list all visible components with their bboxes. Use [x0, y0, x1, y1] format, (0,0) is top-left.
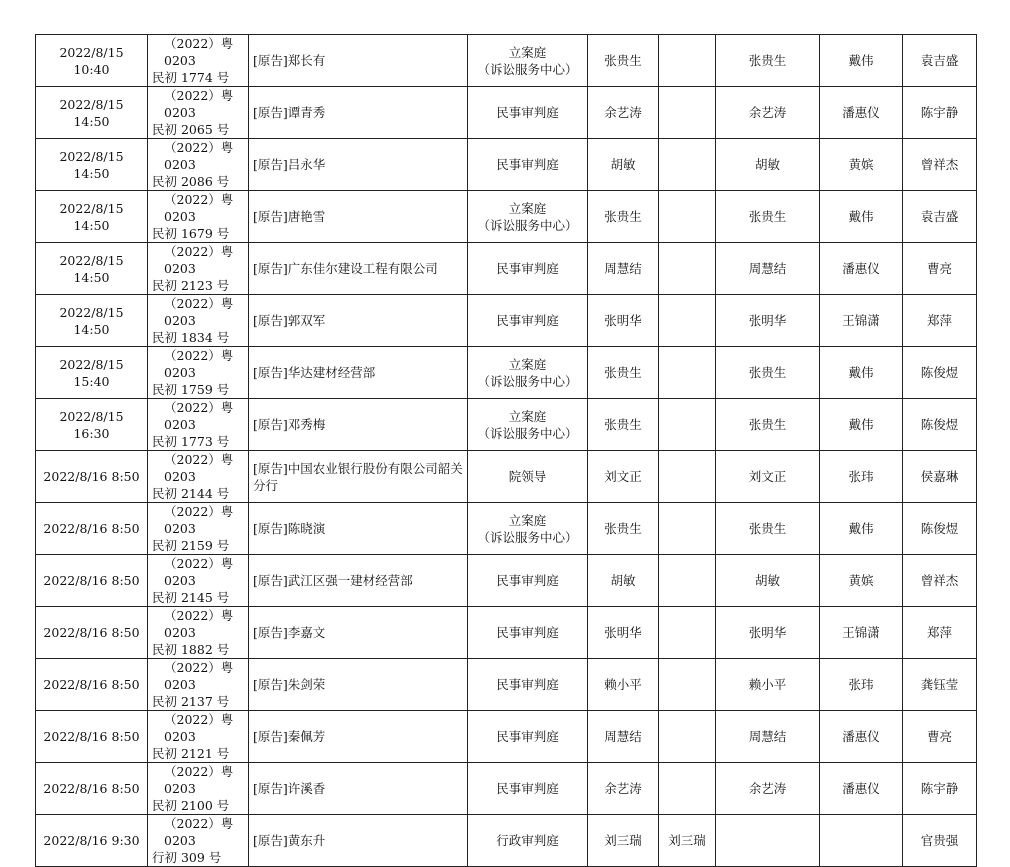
table-row — [36, 763, 977, 815]
table-row — [36, 347, 977, 399]
associate-judge — [659, 35, 716, 87]
clerk-name: 黄嫔 — [820, 139, 903, 191]
table-row — [36, 711, 977, 763]
hearing-time: 2022/8/15 14:50 — [36, 87, 148, 139]
party-name: [原告]唐艳雪 — [249, 191, 468, 243]
case-number-suffix: 民初 2159 号 — [152, 538, 230, 553]
party-name: [原告]邓秀梅 — [249, 399, 468, 451]
presiding-judge: 刘文正 — [716, 451, 820, 503]
clerk-name: 戴伟 — [820, 347, 903, 399]
case-number-suffix: 民初 2121 号 — [152, 746, 230, 761]
case-number-prefix: （2022）粤 0203 — [164, 36, 234, 68]
hearing-time: 2022/8/15 15:40 — [36, 347, 148, 399]
clerk-name: 戴伟 — [820, 191, 903, 243]
case-number-prefix: （2022）粤 0203 — [164, 244, 234, 276]
clerk-name: 黄嫔 — [820, 555, 903, 607]
case-number-prefix: （2022）粤 0203 — [164, 712, 234, 744]
member-name: 袁吉盛 — [903, 191, 977, 243]
party-name: [原告]黄东升 — [249, 815, 468, 867]
department-subname: （诉讼服务中心） — [477, 529, 578, 545]
hearing-time: 2022/8/16 8:50 — [36, 607, 148, 659]
judge-name: 张贵生 — [588, 399, 659, 451]
case-number-prefix: （2022）粤 0203 — [164, 400, 234, 432]
case-number — [148, 763, 249, 815]
case-number-suffix: 民初 2100 号 — [152, 798, 230, 813]
department — [468, 815, 588, 867]
hearing-time: 2022/8/15 16:30 — [36, 399, 148, 451]
department-name: 民事审判庭 — [496, 677, 559, 692]
member-name: 陈俊煜 — [903, 399, 977, 451]
case-number-prefix: （2022）粤 0203 — [164, 764, 234, 796]
judge-name: 张贵生 — [588, 503, 659, 555]
associate-judge — [659, 399, 716, 451]
party-name: [原告]广东佳尔建设工程有限公司 — [249, 243, 468, 295]
presiding-judge: 张明华 — [716, 295, 820, 347]
table-row — [36, 607, 977, 659]
presiding-judge — [716, 815, 820, 867]
judge-name: 胡敏 — [588, 139, 659, 191]
department-name: 民事审判庭 — [496, 313, 559, 328]
member-name: 陈俊煜 — [903, 503, 977, 555]
party-name: [原告]许溪香 — [249, 763, 468, 815]
case-number-prefix: （2022）粤 0203 — [164, 348, 234, 380]
case-number-suffix: 民初 1834 号 — [152, 330, 230, 345]
clerk-name: 戴伟 — [820, 399, 903, 451]
party-name: [原告]郑长有 — [249, 35, 468, 87]
department-name: 院领导 — [508, 469, 547, 484]
member-name: 陈俊煜 — [903, 347, 977, 399]
judge-name: 余艺涛 — [588, 763, 659, 815]
hearing-time: 2022/8/16 8:50 — [36, 451, 148, 503]
case-number — [148, 503, 249, 555]
department — [468, 763, 588, 815]
case-number-suffix: 民初 2065 号 — [152, 122, 230, 137]
member-name: 曹亮 — [903, 711, 977, 763]
clerk-name: 王锦潇 — [820, 295, 903, 347]
table-row — [36, 139, 977, 191]
department-name: 民事审判庭 — [496, 573, 559, 588]
presiding-judge: 张明华 — [716, 607, 820, 659]
department — [468, 451, 588, 503]
case-number-prefix: （2022）粤 0203 — [164, 140, 234, 172]
case-number-suffix: 行初 309 号 — [152, 850, 222, 865]
case-number-prefix: （2022）粤 0203 — [164, 296, 234, 328]
case-number — [148, 347, 249, 399]
case-number — [148, 607, 249, 659]
judge-name: 张明华 — [588, 607, 659, 659]
hearing-time: 2022/8/16 8:50 — [36, 659, 148, 711]
party-name: [原告]华达建材经营部 — [249, 347, 468, 399]
associate-judge — [659, 711, 716, 763]
hearing-time: 2022/8/15 14:50 — [36, 243, 148, 295]
table-row — [36, 399, 977, 451]
judge-name: 余艺涛 — [588, 87, 659, 139]
case-number-prefix: （2022）粤 0203 — [164, 816, 234, 848]
department-name: 民事审判庭 — [496, 625, 559, 640]
clerk-name: 王锦潇 — [820, 607, 903, 659]
presiding-judge: 张贵生 — [716, 503, 820, 555]
department — [468, 347, 588, 399]
department — [468, 243, 588, 295]
clerk-name: 潘惠仪 — [820, 87, 903, 139]
case-number-suffix: 民初 2145 号 — [152, 590, 230, 605]
department — [468, 711, 588, 763]
department — [468, 399, 588, 451]
department — [468, 295, 588, 347]
member-name: 曾祥杰 — [903, 555, 977, 607]
party-name: [原告]吕永华 — [249, 139, 468, 191]
case-number — [148, 295, 249, 347]
department-name: 民事审判庭 — [496, 105, 559, 120]
clerk-name: 潘惠仪 — [820, 711, 903, 763]
judge-name: 刘三瑞 — [588, 815, 659, 867]
clerk-name: 戴伟 — [820, 35, 903, 87]
member-name: 曾祥杰 — [903, 139, 977, 191]
party-name: [原告]陈晓演 — [249, 503, 468, 555]
presiding-judge: 余艺涛 — [716, 87, 820, 139]
associate-judge — [659, 243, 716, 295]
table-row — [36, 815, 977, 867]
associate-judge — [659, 659, 716, 711]
judge-name: 赖小平 — [588, 659, 659, 711]
case-number-suffix: 民初 1773 号 — [152, 434, 230, 449]
associate-judge — [659, 451, 716, 503]
case-number — [148, 191, 249, 243]
hearing-time: 2022/8/16 8:50 — [36, 555, 148, 607]
member-name: 官贵强 — [903, 815, 977, 867]
party-name: [原告]朱剑荣 — [249, 659, 468, 711]
associate-judge — [659, 87, 716, 139]
party-name: [原告]谭青秀 — [249, 87, 468, 139]
table-row — [36, 243, 977, 295]
clerk-name: 张玮 — [820, 659, 903, 711]
hearing-time: 2022/8/15 14:50 — [36, 295, 148, 347]
case-number — [148, 555, 249, 607]
associate-judge: 刘三瑞 — [659, 815, 716, 867]
associate-judge — [659, 555, 716, 607]
presiding-judge: 胡敏 — [716, 139, 820, 191]
presiding-judge: 周慧结 — [716, 243, 820, 295]
department — [468, 35, 588, 87]
table-row — [36, 503, 977, 555]
associate-judge — [659, 191, 716, 243]
case-number-prefix: （2022）粤 0203 — [164, 504, 234, 536]
hearing-time: 2022/8/15 14:50 — [36, 191, 148, 243]
table-row — [36, 295, 977, 347]
case-number — [148, 815, 249, 867]
case-number — [148, 243, 249, 295]
presiding-judge: 张贵生 — [716, 347, 820, 399]
case-number-suffix: 民初 1882 号 — [152, 642, 230, 657]
table-row — [36, 87, 977, 139]
hearing-schedule-table — [35, 34, 977, 867]
hearing-time: 2022/8/15 14:50 — [36, 139, 148, 191]
hearing-time: 2022/8/15 10:40 — [36, 35, 148, 87]
case-number — [148, 659, 249, 711]
case-number — [148, 87, 249, 139]
judge-name: 张贵生 — [588, 347, 659, 399]
case-number-prefix: （2022）粤 0203 — [164, 556, 234, 588]
party-name: [原告]中国农业银行股份有限公司韶关分行 — [249, 451, 468, 503]
department-name: 民事审判庭 — [496, 729, 559, 744]
department-subname: （诉讼服务中心） — [477, 61, 578, 77]
judge-name: 周慧结 — [588, 711, 659, 763]
case-number-prefix: （2022）粤 0203 — [164, 660, 234, 692]
department-subname: （诉讼服务中心） — [477, 373, 578, 389]
case-number-prefix: （2022）粤 0203 — [164, 192, 234, 224]
clerk-name: 潘惠仪 — [820, 243, 903, 295]
department — [468, 607, 588, 659]
member-name: 龚钰莹 — [903, 659, 977, 711]
table-row — [36, 555, 977, 607]
presiding-judge: 赖小平 — [716, 659, 820, 711]
associate-judge — [659, 347, 716, 399]
case-number-prefix: （2022）粤 0203 — [164, 608, 234, 640]
associate-judge — [659, 503, 716, 555]
clerk-name: 张玮 — [820, 451, 903, 503]
party-name: [原告]李嘉文 — [249, 607, 468, 659]
member-name: 侯嘉琳 — [903, 451, 977, 503]
table-row — [36, 659, 977, 711]
department — [468, 87, 588, 139]
department-name: 立案庭 — [508, 200, 547, 216]
department — [468, 139, 588, 191]
hearing-time: 2022/8/16 8:50 — [36, 711, 148, 763]
case-number — [148, 35, 249, 87]
case-number-suffix: 民初 1774 号 — [152, 70, 230, 85]
presiding-judge: 张贵生 — [716, 399, 820, 451]
member-name: 郑萍 — [903, 295, 977, 347]
case-number-suffix: 民初 2123 号 — [152, 278, 230, 293]
case-number-suffix: 民初 2086 号 — [152, 174, 230, 189]
table-row — [36, 191, 977, 243]
case-number — [148, 139, 249, 191]
member-name: 陈宇静 — [903, 87, 977, 139]
table-row — [36, 35, 977, 87]
associate-judge — [659, 763, 716, 815]
presiding-judge: 余艺涛 — [716, 763, 820, 815]
associate-judge — [659, 139, 716, 191]
judge-name: 刘文正 — [588, 451, 659, 503]
presiding-judge: 张贵生 — [716, 35, 820, 87]
department-name: 立案庭 — [508, 408, 547, 424]
clerk-name: 戴伟 — [820, 503, 903, 555]
party-name: [原告]武江区强一建材经营部 — [249, 555, 468, 607]
judge-name: 张明华 — [588, 295, 659, 347]
department-name: 立案庭 — [508, 356, 547, 372]
department-name: 行政审判庭 — [496, 833, 559, 848]
member-name: 郑萍 — [903, 607, 977, 659]
party-name: [原告]秦佩芳 — [249, 711, 468, 763]
department-name: 立案庭 — [508, 44, 547, 60]
presiding-judge: 周慧结 — [716, 711, 820, 763]
department — [468, 503, 588, 555]
presiding-judge: 胡敏 — [716, 555, 820, 607]
clerk-name — [820, 815, 903, 867]
case-number — [148, 711, 249, 763]
clerk-name: 潘惠仪 — [820, 763, 903, 815]
case-number-suffix: 民初 1679 号 — [152, 226, 230, 241]
hearing-time: 2022/8/16 9:30 — [36, 815, 148, 867]
department — [468, 191, 588, 243]
judge-name: 张贵生 — [588, 35, 659, 87]
department-name: 民事审判庭 — [496, 261, 559, 276]
schedule-rows — [36, 35, 977, 867]
department-subname: （诉讼服务中心） — [477, 217, 578, 233]
judge-name: 胡敏 — [588, 555, 659, 607]
case-number-prefix: （2022）粤 0203 — [164, 88, 234, 120]
department-subname: （诉讼服务中心） — [477, 425, 578, 441]
case-number — [148, 399, 249, 451]
case-number-prefix: （2022）粤 0203 — [164, 452, 234, 484]
hearing-time: 2022/8/16 8:50 — [36, 503, 148, 555]
associate-judge — [659, 295, 716, 347]
department-name: 立案庭 — [508, 512, 547, 528]
case-number-suffix: 民初 1759 号 — [152, 382, 230, 397]
member-name: 袁吉盛 — [903, 35, 977, 87]
judge-name: 周慧结 — [588, 243, 659, 295]
associate-judge — [659, 607, 716, 659]
judge-name: 张贵生 — [588, 191, 659, 243]
department-name: 民事审判庭 — [496, 157, 559, 172]
hearing-time: 2022/8/16 8:50 — [36, 763, 148, 815]
case-number-suffix: 民初 2137 号 — [152, 694, 230, 709]
member-name: 曹亮 — [903, 243, 977, 295]
member-name: 陈宇静 — [903, 763, 977, 815]
department — [468, 555, 588, 607]
department-name: 民事审判庭 — [496, 781, 559, 796]
department — [468, 659, 588, 711]
table-row — [36, 451, 977, 503]
party-name: [原告]郭双军 — [249, 295, 468, 347]
case-number-suffix: 民初 2144 号 — [152, 486, 230, 501]
case-number — [148, 451, 249, 503]
presiding-judge: 张贵生 — [716, 191, 820, 243]
